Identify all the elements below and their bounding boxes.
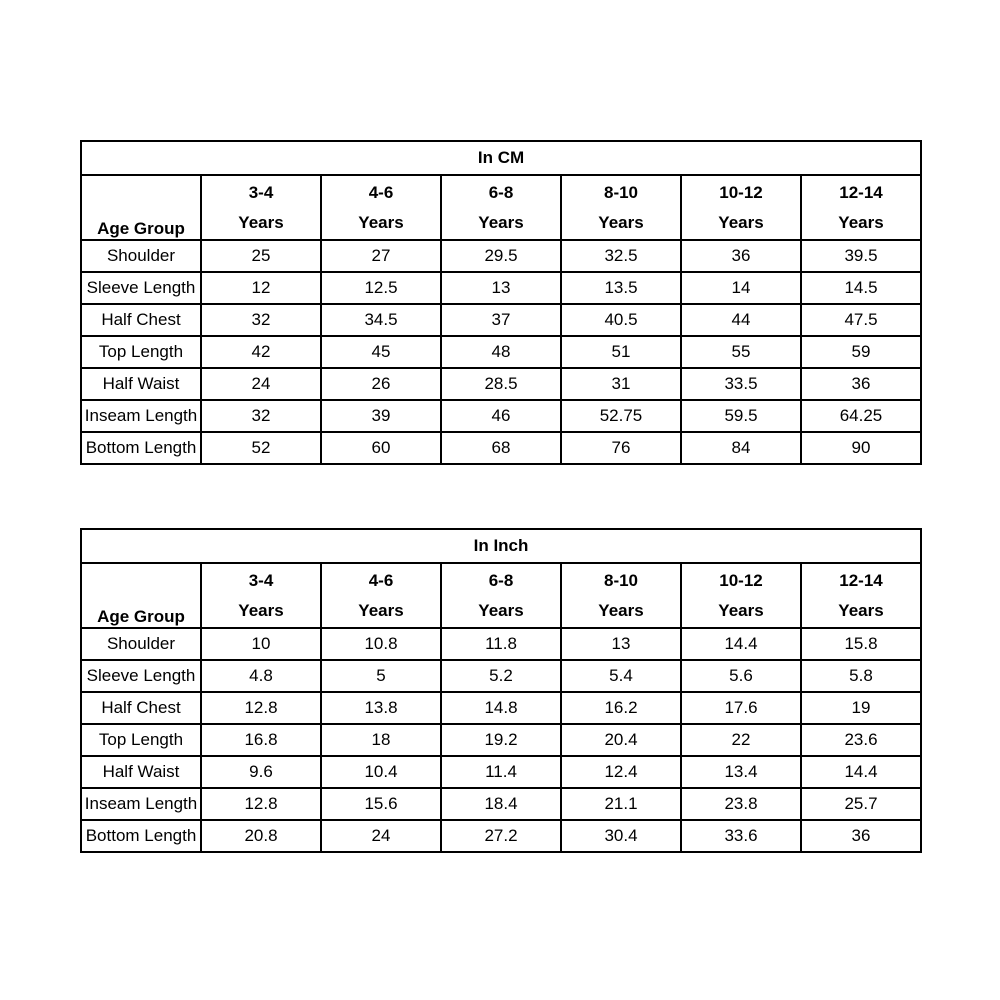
measurement-value: 32 — [201, 400, 321, 432]
measurement-value: 26 — [321, 368, 441, 400]
age-range-label: 6-8 — [488, 183, 514, 202]
measurement-value: 20.8 — [201, 820, 321, 852]
measurement-value: 14 — [681, 272, 801, 304]
measurement-value: 5.8 — [801, 660, 921, 692]
measurement-value: 12.5 — [321, 272, 441, 304]
measurement-value: 59.5 — [681, 400, 801, 432]
measurement-value: 90 — [801, 432, 921, 464]
measurement-value: 12 — [201, 272, 321, 304]
table-title: In Inch — [81, 529, 921, 563]
measurement-value: 29.5 — [441, 240, 561, 272]
measurement-value: 13.5 — [561, 272, 681, 304]
size-table-inch — [80, 528, 922, 853]
age-range-label: 10-12 — [719, 183, 763, 202]
measurement-value: 23.6 — [801, 724, 921, 756]
measurement-label: Half Waist — [81, 756, 201, 788]
table-row — [81, 788, 921, 820]
measurement-value: 13 — [561, 628, 681, 660]
measurement-value: 14.4 — [681, 628, 801, 660]
measurement-value: 13.4 — [681, 756, 801, 788]
measurement-value: 9.6 — [201, 756, 321, 788]
table-row — [81, 400, 921, 432]
age-column-header — [681, 175, 801, 240]
measurement-value: 44 — [681, 304, 801, 336]
table-row — [81, 628, 921, 660]
measurement-value: 52 — [201, 432, 321, 464]
measurement-label: Top Length — [81, 724, 201, 756]
table-title: In CM — [81, 141, 921, 175]
measurement-value: 14.8 — [441, 692, 561, 724]
measurement-value: 4.8 — [201, 660, 321, 692]
age-unit-label: Years — [598, 213, 644, 232]
measurement-value: 55 — [681, 336, 801, 368]
measurement-label: Half Chest — [81, 304, 201, 336]
table-row — [81, 240, 921, 272]
table-row — [81, 820, 921, 852]
measurement-value: 25.7 — [801, 788, 921, 820]
measurement-value: 25 — [201, 240, 321, 272]
measurement-value: 31 — [561, 368, 681, 400]
measurement-value: 10.8 — [321, 628, 441, 660]
measurement-value: 52.75 — [561, 400, 681, 432]
age-unit-label: Years — [478, 601, 524, 620]
age-range-label: 12-14 — [839, 183, 883, 202]
measurement-value: 40.5 — [561, 304, 681, 336]
age-range-label: 8-10 — [603, 571, 639, 590]
age-column-header — [801, 563, 921, 628]
measurement-label: Half Chest — [81, 692, 201, 724]
measurement-value: 46 — [441, 400, 561, 432]
measurement-value: 5.4 — [561, 660, 681, 692]
age-column-header — [561, 563, 681, 628]
measurement-value: 13.8 — [321, 692, 441, 724]
age-range-label: 8-10 — [603, 183, 639, 202]
measurement-value: 47.5 — [801, 304, 921, 336]
measurement-value: 21.1 — [561, 788, 681, 820]
measurement-value: 36 — [681, 240, 801, 272]
measurement-value: 10.4 — [321, 756, 441, 788]
table-row — [81, 756, 921, 788]
measurement-label: Shoulder — [81, 628, 201, 660]
table-row — [81, 660, 921, 692]
measurement-value: 15.6 — [321, 788, 441, 820]
measurement-value: 23.8 — [681, 788, 801, 820]
measurement-label: Shoulder — [81, 240, 201, 272]
measurement-value: 13 — [441, 272, 561, 304]
measurement-value: 68 — [441, 432, 561, 464]
measurement-value: 28.5 — [441, 368, 561, 400]
age-column-header — [561, 175, 681, 240]
age-group-header: Age Group — [81, 563, 201, 628]
age-column-header — [681, 563, 801, 628]
measurement-label: Inseam Length — [81, 400, 201, 432]
table-row — [81, 692, 921, 724]
measurement-value: 27 — [321, 240, 441, 272]
measurement-value: 84 — [681, 432, 801, 464]
measurement-value: 19.2 — [441, 724, 561, 756]
age-unit-label: Years — [238, 601, 284, 620]
measurement-value: 11.8 — [441, 628, 561, 660]
measurement-value: 24 — [321, 820, 441, 852]
age-unit-label: Years — [238, 213, 284, 232]
measurement-value: 18.4 — [441, 788, 561, 820]
age-unit-label: Years — [358, 601, 404, 620]
measurement-label: Bottom Length — [81, 820, 201, 852]
size-table-cm — [80, 140, 922, 465]
age-range-label: 3-4 — [248, 571, 274, 590]
measurement-value: 32 — [201, 304, 321, 336]
measurement-value: 37 — [441, 304, 561, 336]
measurement-value: 5.2 — [441, 660, 561, 692]
measurement-value: 12.4 — [561, 756, 681, 788]
measurement-value: 16.2 — [561, 692, 681, 724]
measurement-value: 32.5 — [561, 240, 681, 272]
measurement-value: 51 — [561, 336, 681, 368]
age-unit-label: Years — [838, 601, 884, 620]
age-unit-label: Years — [478, 213, 524, 232]
table-row — [81, 336, 921, 368]
measurement-value: 64.25 — [801, 400, 921, 432]
measurement-value: 18 — [321, 724, 441, 756]
age-unit-label: Years — [718, 601, 764, 620]
measurement-value: 5 — [321, 660, 441, 692]
age-range-label: 3-4 — [248, 183, 274, 202]
age-column-header — [321, 563, 441, 628]
measurement-value: 15.8 — [801, 628, 921, 660]
age-range-label: 10-12 — [719, 571, 763, 590]
measurement-value: 10 — [201, 628, 321, 660]
age-unit-label: Years — [718, 213, 764, 232]
measurement-label: Bottom Length — [81, 432, 201, 464]
measurement-label: Sleeve Length — [81, 660, 201, 692]
age-column-header — [201, 175, 321, 240]
age-unit-label: Years — [358, 213, 404, 232]
table-row — [81, 272, 921, 304]
age-column-header — [441, 175, 561, 240]
age-unit-label: Years — [838, 213, 884, 232]
measurement-value: 19 — [801, 692, 921, 724]
measurement-label: Top Length — [81, 336, 201, 368]
measurement-value: 11.4 — [441, 756, 561, 788]
measurement-value: 33.6 — [681, 820, 801, 852]
measurement-value: 42 — [201, 336, 321, 368]
age-unit-label: Years — [598, 601, 644, 620]
measurement-value: 20.4 — [561, 724, 681, 756]
measurement-value: 59 — [801, 336, 921, 368]
measurement-value: 16.8 — [201, 724, 321, 756]
table-row — [81, 432, 921, 464]
measurement-value: 33.5 — [681, 368, 801, 400]
measurement-value: 60 — [321, 432, 441, 464]
measurement-value: 30.4 — [561, 820, 681, 852]
measurement-value: 5.6 — [681, 660, 801, 692]
age-group-header: Age Group — [81, 175, 201, 240]
age-column-header — [201, 563, 321, 628]
measurement-value: 27.2 — [441, 820, 561, 852]
measurement-value: 76 — [561, 432, 681, 464]
measurement-value: 22 — [681, 724, 801, 756]
measurement-value: 24 — [201, 368, 321, 400]
measurement-label: Sleeve Length — [81, 272, 201, 304]
measurement-label: Inseam Length — [81, 788, 201, 820]
measurement-value: 39 — [321, 400, 441, 432]
age-range-label: 4-6 — [368, 571, 394, 590]
measurement-value: 12.8 — [201, 692, 321, 724]
measurement-value: 17.6 — [681, 692, 801, 724]
age-column-header — [441, 563, 561, 628]
measurement-value: 14.4 — [801, 756, 921, 788]
table-row — [81, 304, 921, 336]
measurement-value: 36 — [801, 820, 921, 852]
measurement-value: 48 — [441, 336, 561, 368]
measurement-value: 39.5 — [801, 240, 921, 272]
table-row — [81, 368, 921, 400]
measurement-value: 45 — [321, 336, 441, 368]
age-range-label: 4-6 — [368, 183, 394, 202]
age-column-header — [321, 175, 441, 240]
age-range-label: 12-14 — [839, 571, 883, 590]
measurement-value: 14.5 — [801, 272, 921, 304]
age-range-label: 6-8 — [488, 571, 514, 590]
age-column-header — [801, 175, 921, 240]
measurement-value: 36 — [801, 368, 921, 400]
measurement-value: 34.5 — [321, 304, 441, 336]
measurement-label: Half Waist — [81, 368, 201, 400]
measurement-value: 12.8 — [201, 788, 321, 820]
table-row — [81, 724, 921, 756]
